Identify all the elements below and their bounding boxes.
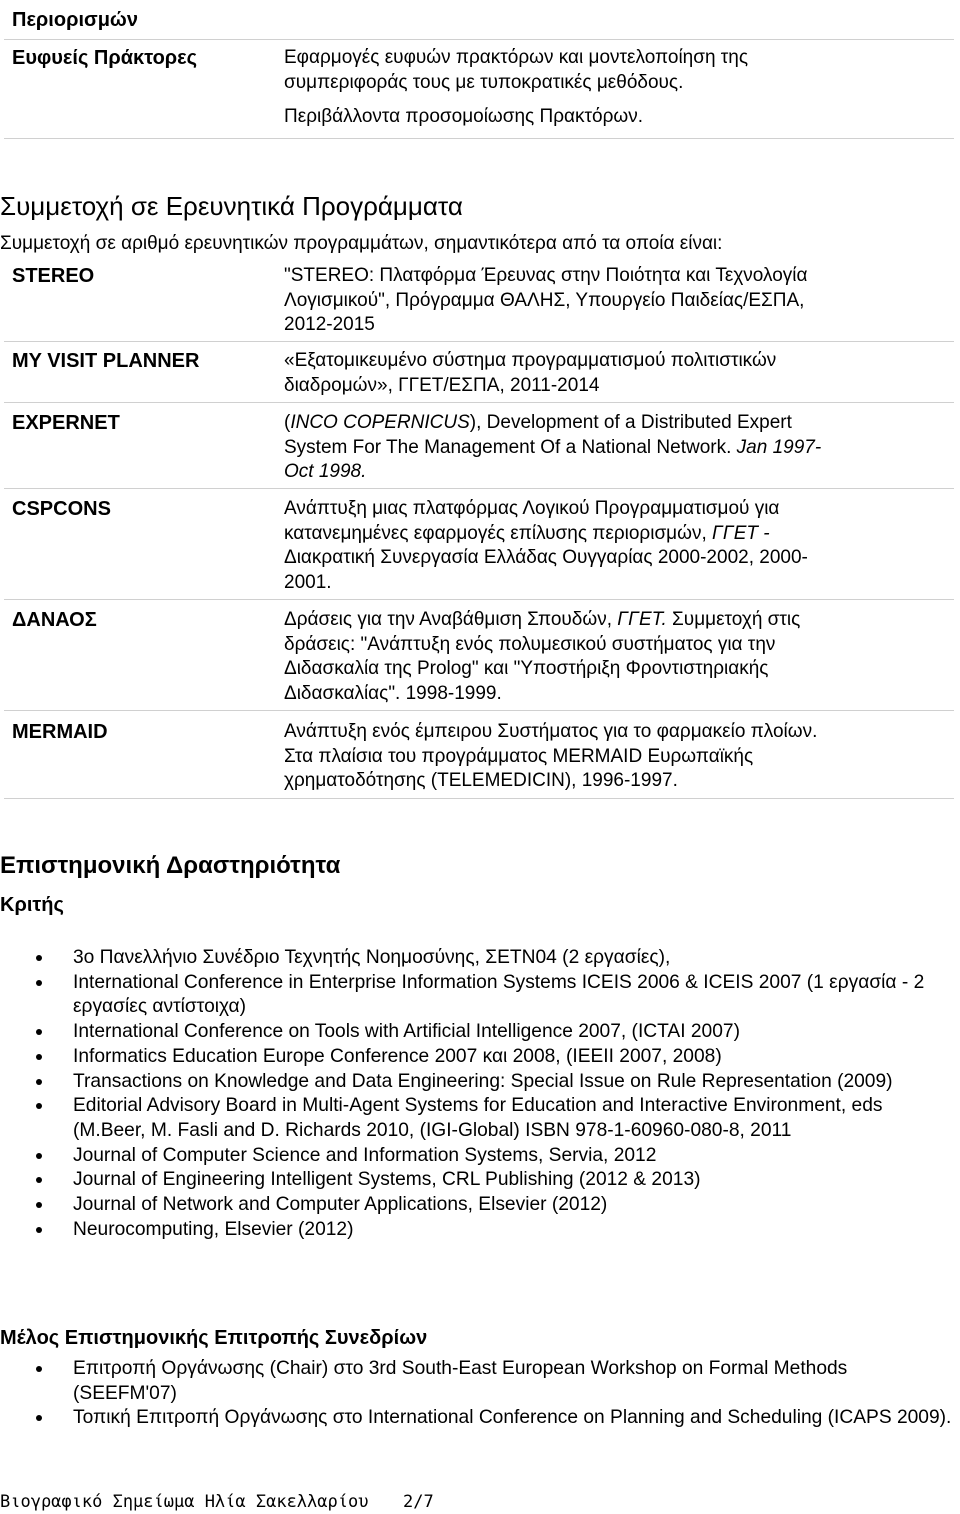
funding-body: ΓΓΕΤ - xyxy=(712,522,770,544)
row-line: Εφαρμογές ευφυών πρακτόρων και μοντελοποίηση της xyxy=(284,47,749,68)
list-item xyxy=(0,1144,960,1169)
project-label-expernet: EXPERNET xyxy=(12,412,120,434)
table-divider xyxy=(4,599,954,600)
program-name: INCO COPERNICUS xyxy=(290,412,470,433)
project-description-cspcons xyxy=(284,497,952,595)
project-label-danaos: ΔΑΝΑΟΣ xyxy=(12,609,97,631)
project-line: 2001. xyxy=(284,571,332,593)
table-divider xyxy=(4,341,954,342)
bullet-icon xyxy=(36,1227,42,1233)
list-item-text: Editorial Advisory Board in Multi-Agent Systems for Education and Interactive Environment, eds (M.Beer, M. Fasli and D. Richards 2010, (IGI-Global) ISBN 978-1-60960-080-8, 2011 xyxy=(73,1095,883,1141)
list-item xyxy=(0,946,960,971)
bullet-icon xyxy=(36,1415,42,1421)
text-fragment: κατανεμημένες εφαρμογές επίλυσης περιορισμών, xyxy=(284,522,713,544)
list-item-text: Transactions on Knowledge and Data Engineering: Special Issue on Rule Representation (2009) xyxy=(73,1070,893,1092)
project-line: Ανάπτυξη ενός έμπειρου Συστήματος για το φαρμακείο πλοίων. xyxy=(284,721,818,742)
list-item-text: Τοπική Επιτροπή Οργάνωσης στο International Conference on Planning and Scheduling (ICAPS 2009). xyxy=(73,1407,952,1429)
bullet-icon xyxy=(36,1103,42,1109)
project-label-cspcons: CSPCONS xyxy=(12,498,111,520)
list-item-text: International Conference on Tools with Artificial Intelligence 2007, (ICTAI 2007) xyxy=(73,1021,740,1043)
project-line: χρηματοδότησης (TELEMEDICIN), 1996-1997. xyxy=(284,770,678,791)
table-divider xyxy=(4,488,954,489)
project-label-mermaid: MERMAID xyxy=(12,721,108,743)
list-item xyxy=(0,1020,960,1045)
list-item-text: Neurocomputing, Elsevier (2012) xyxy=(73,1218,354,1240)
project-line xyxy=(284,411,952,436)
bullet-icon xyxy=(36,955,42,961)
table-divider xyxy=(4,138,954,139)
row-line: Περιβάλλοντα προσομοίωσης Πρακτόρων. xyxy=(284,106,643,127)
project-description-danaos xyxy=(284,608,952,706)
project-label-my-visit-planner: MY VISIT PLANNER xyxy=(12,350,200,372)
project-line: Λογισμικού", Πρόγραμμα ΘΑΛΗΣ, Υπουργείο Παιδείας/ΕΣΠΑ, xyxy=(284,289,805,311)
table-divider xyxy=(4,402,954,403)
row-label-agents: Ευφυείς Πράκτορες xyxy=(12,47,198,69)
text-fragment: Δράσεις για την Αναβάθμιση Σπουδών, xyxy=(284,609,618,630)
project-line xyxy=(284,608,952,633)
reviewer-list xyxy=(0,946,960,1242)
section-heading-fragment: Περιορισμών xyxy=(12,9,138,31)
funding-body: ΓΓΕΤ. xyxy=(617,609,667,630)
list-item-text: Journal of Network and Computer Applications, Elsevier (2012) xyxy=(73,1194,608,1216)
committee-heading: Μέλος Επιστημονικής Επιτροπής Συνεδρίων xyxy=(0,1327,428,1349)
project-line: "STEREO: Πλατφόρμα Έρευνας στην Ποιότητα και Τεχνολογία xyxy=(284,265,808,286)
list-item xyxy=(0,1218,960,1243)
project-line: «Εξατομικευμένο σύστημα προγραμματισμού πολιτιστικών xyxy=(284,350,777,371)
text-fragment: ( xyxy=(284,412,291,433)
project-line xyxy=(284,522,952,547)
page-number: 2/7 xyxy=(403,1492,434,1512)
research-intro: Συμμετοχή σε αριθμό ερευνητικών προγραμμάτων, σημαντικότερα από τα οποία είναι: xyxy=(0,233,723,254)
bullet-icon xyxy=(36,1366,42,1372)
bullet-icon xyxy=(36,1177,42,1183)
project-line: Ανάπτυξη μιας πλατφόρμας Λογικού Προγραμματισμού για xyxy=(284,498,780,519)
bullet-icon xyxy=(36,1029,42,1035)
reviewer-heading: Κριτής xyxy=(0,894,64,916)
project-line xyxy=(284,436,952,461)
list-item-text: Journal of Computer Science and Information Systems, Servia, 2012 xyxy=(73,1144,657,1166)
row-description-agents xyxy=(284,46,944,130)
project-dates: Jan 1997- xyxy=(736,436,822,458)
row-line: συμπεριφοράς τους με τυποκρατικές μεθόδους. xyxy=(284,71,684,93)
project-description-mermaid xyxy=(284,720,952,794)
project-line: 2012-2015 xyxy=(284,314,375,335)
table-divider xyxy=(4,710,954,711)
footer-title: Βιογραφικό Σημείωμα Ηλία Σακελλαρίου xyxy=(0,1492,369,1512)
list-item xyxy=(0,1406,960,1431)
list-item-text: 3ο Πανελλήνιο Συνέδριο Τεχνητής Νοημοσύνης, ΣΕΤΝ04 (2 εργασίες), xyxy=(73,947,671,968)
text-fragment: Συμμετοχή στις xyxy=(666,609,801,630)
project-line: διαδρομών», ΓΓΕΤ/ΕΣΠΑ, 2011-2014 xyxy=(284,374,600,396)
project-line: Oct 1998. xyxy=(284,461,367,482)
list-item xyxy=(0,1045,960,1070)
list-item-text: Informatics Education Europe Conference 2007 και 2008, (IEEII 2007, 2008) xyxy=(73,1045,722,1067)
bullet-icon xyxy=(36,980,42,986)
list-item-text: International Conference in Enterprise Information Systems ICEIS 2006 & ICEIS 2007 (1 εργασία - 2 εργασίες αντίστοιχα) xyxy=(73,971,925,1018)
text-fragment: ), Development of a Distributed Expert xyxy=(469,412,792,433)
project-line: Διδασκαλία της Prolog" και "Υποστήριξη Φροντιστηριακής xyxy=(284,658,769,679)
list-item-text: Journal of Engineering Intelligent Systems, CRL Publishing (2012 & 2013) xyxy=(73,1169,701,1191)
project-description-expernet xyxy=(284,411,952,485)
bullet-icon xyxy=(36,1202,42,1208)
list-item xyxy=(0,971,960,1020)
project-label-stereo: STEREO xyxy=(12,265,95,287)
text-fragment: System For The Management Of a National Network. xyxy=(284,436,737,458)
table-divider xyxy=(4,798,954,799)
scientific-title: Επιστημονική Δραστηριότητα xyxy=(0,852,341,879)
list-item xyxy=(0,1193,960,1218)
project-line: δράσεις: "Ανάπτυξη ενός πολυμεσικού συστήματος για την xyxy=(284,633,776,655)
project-line: Διδασκαλίας". 1998-1999. xyxy=(284,682,502,704)
list-item xyxy=(0,1357,960,1406)
project-description-stereo xyxy=(284,264,952,338)
bullet-icon xyxy=(36,1054,42,1060)
list-item xyxy=(0,1070,960,1095)
list-item xyxy=(0,1168,960,1193)
list-item xyxy=(0,1094,960,1143)
project-description-my-visit-planner xyxy=(284,349,952,398)
project-line: Διακρατική Συνεργασία Ελλάδας Ουγγαρίας 2000-2002, 2000- xyxy=(284,547,808,568)
bullet-icon xyxy=(36,1153,42,1159)
table-divider xyxy=(4,39,954,40)
committee-list xyxy=(0,1357,960,1431)
bullet-icon xyxy=(36,1079,42,1085)
research-title: Συμμετοχή σε Ερευνητικά Προγράμματα xyxy=(0,191,463,221)
project-line: Στα πλαίσια του προγράμματος MERMAID Ευρωπαϊκής xyxy=(284,745,754,767)
list-item-text: Επιτροπή Οργάνωσης (Chair) στο 3rd South-East European Workshop on Formal Methods (SEEFM'07) xyxy=(73,1358,848,1404)
